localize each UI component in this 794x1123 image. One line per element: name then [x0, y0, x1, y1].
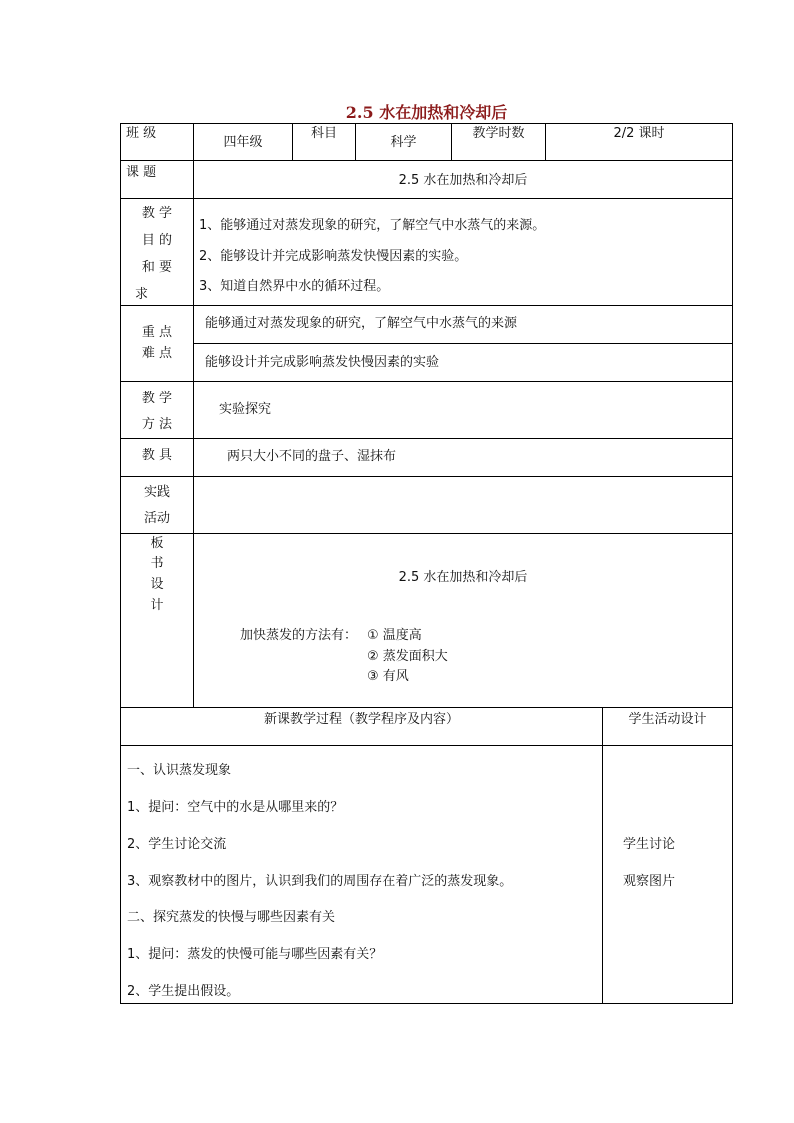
key-point-text: 能够通过对蒸发现象的研究，了解空气中水蒸气的来源 [205, 316, 518, 331]
board-label-line: 设 [150, 577, 164, 592]
goal-item: 3、知道自然界中水的循环过程。 [199, 279, 390, 294]
tools-label: 教 具 [141, 448, 173, 463]
board-label-line: 板 [150, 536, 164, 551]
row-divider [120, 160, 733, 161]
goals-label-line: 求 [135, 287, 149, 302]
process-line: 一、认识蒸发现象 [127, 763, 232, 778]
class-value: 四年级 [223, 135, 263, 150]
subject-label: 科目 [310, 126, 337, 141]
board-methods-prefix: 加快蒸发的方法有： [240, 628, 358, 643]
key-points-label-line: 难 点 [141, 346, 173, 361]
method-value: 实验探究 [219, 402, 272, 417]
row-divider [120, 438, 733, 439]
process-line: 1、提问：空气中的水是从哪里来的？ [127, 800, 344, 815]
table-border-right [732, 123, 733, 1004]
document-title: 2.5 水在加热和冷却后 [345, 103, 508, 122]
goal-item: 2、能够设计并完成影响蒸发快慢因素的实验。 [199, 249, 468, 264]
column-divider [193, 123, 194, 708]
row-divider [120, 533, 733, 534]
row-divider [120, 381, 733, 382]
goals-label-line: 和 要 [141, 260, 173, 275]
difficult-point-text: 能够设计并完成影响蒸发快慢因素的实验 [205, 355, 440, 370]
process-line: 2、学生讨论交流 [127, 837, 227, 852]
row-divider [120, 198, 733, 199]
topic-label: 课 题 [126, 165, 157, 180]
hours-label: 教学时数 [472, 126, 525, 141]
board-label-line: 书 [150, 556, 164, 571]
subject-value: 科学 [390, 135, 417, 150]
board-method-item: ② 蒸发面积大 [367, 649, 448, 664]
board-heading: 2.5 水在加热和冷却后 [398, 570, 528, 585]
table-border-bottom [120, 1003, 733, 1004]
topic-value: 2.5 水在加热和冷却后 [398, 173, 528, 188]
class-label: 班 级 [126, 126, 157, 141]
board-label-line: 计 [150, 598, 164, 613]
hours-value: 2/2 课时 [613, 126, 665, 141]
row-divider [120, 476, 733, 477]
row-divider [120, 305, 733, 306]
method-label-line: 方 法 [141, 417, 173, 432]
key-points-label-line: 重 点 [141, 325, 173, 340]
table-border-top [120, 123, 733, 124]
process-line: 1、提问：蒸发的快慢可能与哪些因素有关？ [127, 947, 383, 962]
column-divider [602, 707, 603, 1004]
process-line: 3、观察教材中的图片，认识到我们的周围存在着广泛的蒸发现象。 [127, 874, 513, 889]
process-header: 新课教学过程（教学程序及内容） [263, 712, 459, 727]
activity-header: 学生活动设计 [628, 712, 707, 727]
row-divider [193, 343, 733, 344]
activity-item: 观察图片 [623, 874, 676, 889]
goal-item: 1、能够通过对蒸发现象的研究，了解空气中水蒸气的来源。 [199, 218, 546, 233]
goals-label-line: 教 学 [141, 206, 173, 221]
practice-label-line: 活动 [143, 511, 170, 526]
row-divider [120, 745, 733, 746]
activity-item: 学生讨论 [623, 837, 676, 852]
board-method-item: ③ 有风 [367, 669, 409, 684]
practice-label-line: 实践 [143, 485, 170, 500]
process-line: 2、学生提出假设。 [127, 984, 240, 999]
method-label-line: 教 学 [141, 391, 173, 406]
row-divider [120, 707, 733, 708]
goals-label-line: 目 的 [141, 233, 173, 248]
tools-value: 两只大小不同的盘子、湿抹布 [227, 449, 397, 464]
board-method-item: ① 温度高 [367, 628, 422, 643]
process-line: 二、探究蒸发的快慢与哪些因素有关 [127, 910, 336, 925]
